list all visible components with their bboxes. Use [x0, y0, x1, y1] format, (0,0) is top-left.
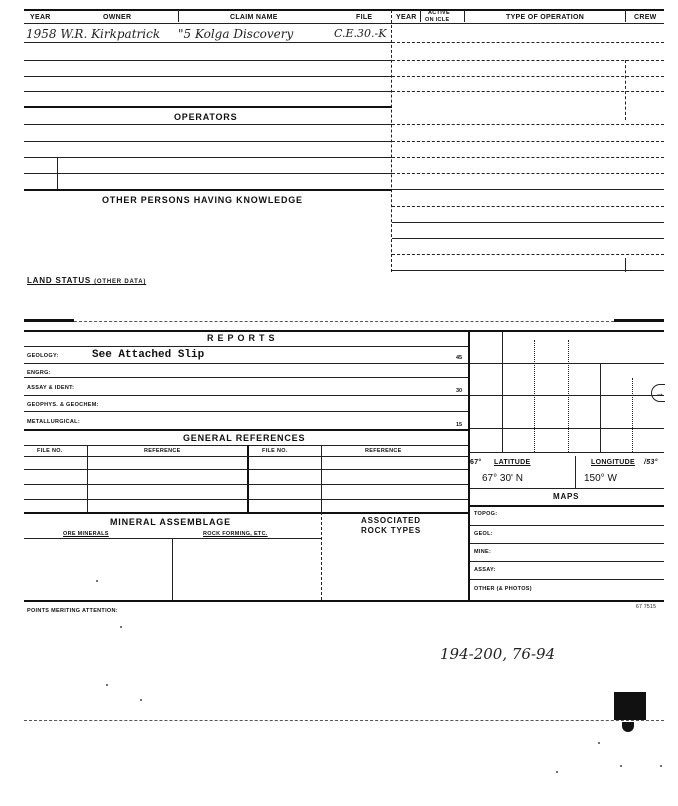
ore-minerals-label: ORE MINERALS: [63, 531, 109, 537]
points-meriting-label: POINTS MERITING ATTENTION:: [27, 608, 118, 614]
associated-heading: ASSOCIATED: [361, 516, 421, 525]
scan-mark: [614, 692, 646, 720]
assay-ident-label: ASSAY & IDENT:: [27, 385, 75, 391]
header-active: ACTIVE: [428, 10, 450, 16]
header-crew: CREW: [634, 14, 657, 21]
latitude-label: LATITUDE: [494, 459, 531, 466]
geology-value: See Attached Slip: [92, 349, 205, 361]
map-topog-label: TOPOG:: [474, 511, 498, 517]
latitude-value: 67° 30' N: [482, 473, 523, 484]
geophys-label: GEOPHYS. & GEOCHEM:: [27, 402, 99, 408]
rock-types-heading: ROCK TYPES: [361, 526, 422, 535]
header-year-2: YEAR: [396, 14, 417, 21]
longitude-value: 150° W: [584, 473, 617, 484]
long-suffix: /53°: [644, 459, 658, 466]
form-number: 67 7515: [636, 604, 657, 610]
rock-forming-label: ROCK FORMING, ETC.: [203, 531, 268, 537]
scale-15: 15: [456, 422, 463, 428]
land-status-label: LAND STATUS: [27, 276, 92, 285]
land-status-heading: [27, 276, 146, 285]
geology-label: GEOLOGY:: [27, 353, 59, 359]
handwritten-note: 194-200, 76-94: [440, 645, 556, 663]
ref-file-no-1: FILE NO.: [37, 448, 63, 454]
general-references-heading: GENERAL REFERENCES: [183, 433, 306, 443]
map-other-label: OTHER (& PHOTOS): [474, 586, 532, 592]
entry-file: C.E.30.-K: [334, 27, 387, 40]
ref-reference-1: REFERENCE: [144, 448, 181, 454]
longitude-label: LONGITUDE: [591, 459, 635, 466]
scale-45: 45: [456, 355, 463, 361]
ref-reference-2: REFERENCE: [365, 448, 402, 454]
header-year: YEAR: [30, 14, 51, 21]
lat-prefix: 67°: [470, 459, 482, 466]
header-file: FILE: [356, 14, 373, 21]
header-claim-name: CLAIM NAME: [230, 14, 278, 21]
header-type-of-operation: TYPE OF OPERATION: [506, 14, 585, 21]
scan-mark-2: [622, 722, 634, 732]
other-persons-heading: OTHER PERSONS HAVING KNOWLEDGE: [102, 195, 303, 205]
map-mine-label: MINE:: [474, 549, 492, 555]
entry-claim-name: "5 Kolga Discovery: [178, 27, 294, 41]
engrg-label: ENGRG:: [27, 370, 51, 376]
map-assay-label: ASSAY:: [474, 567, 496, 573]
maps-heading: MAPS: [553, 492, 580, 501]
header-owner: OWNER: [103, 14, 132, 21]
mineral-assemblage-heading: MINERAL ASSEMBLAGE: [110, 517, 231, 527]
scale-30: 30: [456, 388, 463, 394]
header-on-icle: ON ICLE: [425, 17, 450, 23]
ref-file-no-2: FILE NO.: [262, 448, 288, 454]
reports-heading: REPORTS: [207, 333, 279, 343]
metallurgical-label: METALLURGICAL:: [27, 419, 80, 425]
entry-year-owner: 1958 W.R. Kirkpatrick: [26, 27, 161, 41]
operators-heading: OPERATORS: [174, 112, 238, 122]
land-status-note: (OTHER DATA): [94, 279, 147, 285]
map-geol-label: GEOL:: [474, 531, 493, 537]
